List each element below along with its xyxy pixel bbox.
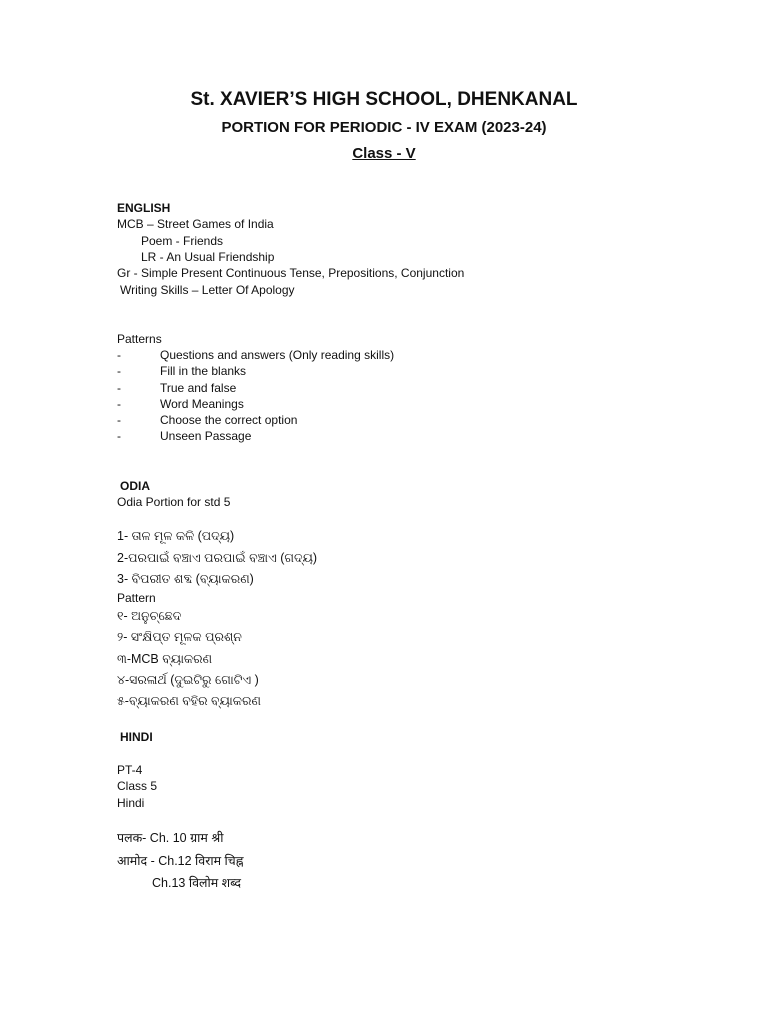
class-title: Class - V (352, 145, 416, 162)
pattern-item: Unseen Passage (160, 429, 252, 443)
english-line: Writing Skills – Letter Of Apology (120, 283, 295, 297)
odia-line: 3- ବିପରୀତ ଶବ୍ଦ (ବ୍ୟାକରଣ) (117, 572, 254, 586)
hindi-heading: HINDI (120, 730, 153, 744)
english-heading: ENGLISH (117, 201, 171, 215)
pattern-item: Word Meanings (160, 397, 244, 411)
odia-heading: ODIA (120, 479, 150, 493)
pattern-item: True and false (160, 381, 237, 395)
list-bullet: - (117, 429, 121, 443)
patterns-heading: Patterns (117, 332, 162, 346)
pattern-item: Questions and answers (Only reading skills) (160, 348, 395, 362)
odia-line: 2-ପରପାଇଁ ବଞ୍ଚାଏ ପରପାଇଁ ବଞ୍ଚାଏ (ଗଦ୍ୟ) (117, 551, 318, 565)
exam-portion-title: PORTION FOR PERIODIC - IV EXAM (2023-24) (221, 119, 547, 136)
odia-pattern-heading: Pattern (117, 591, 156, 605)
odia-line: ୨- ସଂକ୍ଷିପ୍ତ ମୂଳକ ପ୍ରଶ୍ନ (117, 630, 242, 644)
list-bullet: - (117, 364, 121, 378)
hindi-line: Class 5 (117, 779, 158, 793)
list-bullet: - (117, 413, 121, 427)
odia-line: ୫-ବ୍ୟାକରଣ ବହିର ବ୍ୟାକରଣ (117, 694, 261, 708)
odia-line: 1- ତାଳ ମୂଳ କଳି (ପଦ୍ୟ) (117, 529, 235, 543)
hindi-chapter: Ch.13 विलोम शब्द (152, 876, 241, 890)
pattern-item: Fill in the blanks (160, 364, 247, 378)
hindi-chapter: आमोद - Ch.12 विराम चिह्न (117, 854, 244, 868)
list-bullet: - (117, 348, 121, 362)
odia-line: ୪-ସରଳାର୍ଥ (ଦୁଇଟିରୁ ଗୋଟିଏ ) (117, 673, 259, 687)
list-bullet: - (117, 381, 121, 395)
english-line: Poem - Friends (141, 234, 224, 248)
odia-subtitle: Odia Portion for std 5 (117, 495, 231, 509)
hindi-line: Hindi (117, 796, 145, 810)
hindi-line: PT-4 (117, 763, 143, 777)
hindi-chapter: पलक- Ch. 10 ग्राम श्री (117, 831, 224, 845)
school-title: St. XAVIER’S HIGH SCHOOL, DHENKANAL (190, 89, 578, 110)
english-line: LR - An Usual Friendship (141, 250, 275, 264)
list-bullet: - (117, 397, 121, 411)
english-line: MCB – Street Games of India (117, 217, 274, 231)
pattern-item: Choose the correct option (160, 413, 298, 427)
odia-line: ୧- ଅନୁଚ୍ଛେଦ (117, 609, 182, 623)
english-line: Gr - Simple Present Continuous Tense, Prepositions, Conjunction (117, 266, 465, 280)
odia-line: ୩-MCB ବ୍ୟାକରଣ (117, 652, 213, 666)
